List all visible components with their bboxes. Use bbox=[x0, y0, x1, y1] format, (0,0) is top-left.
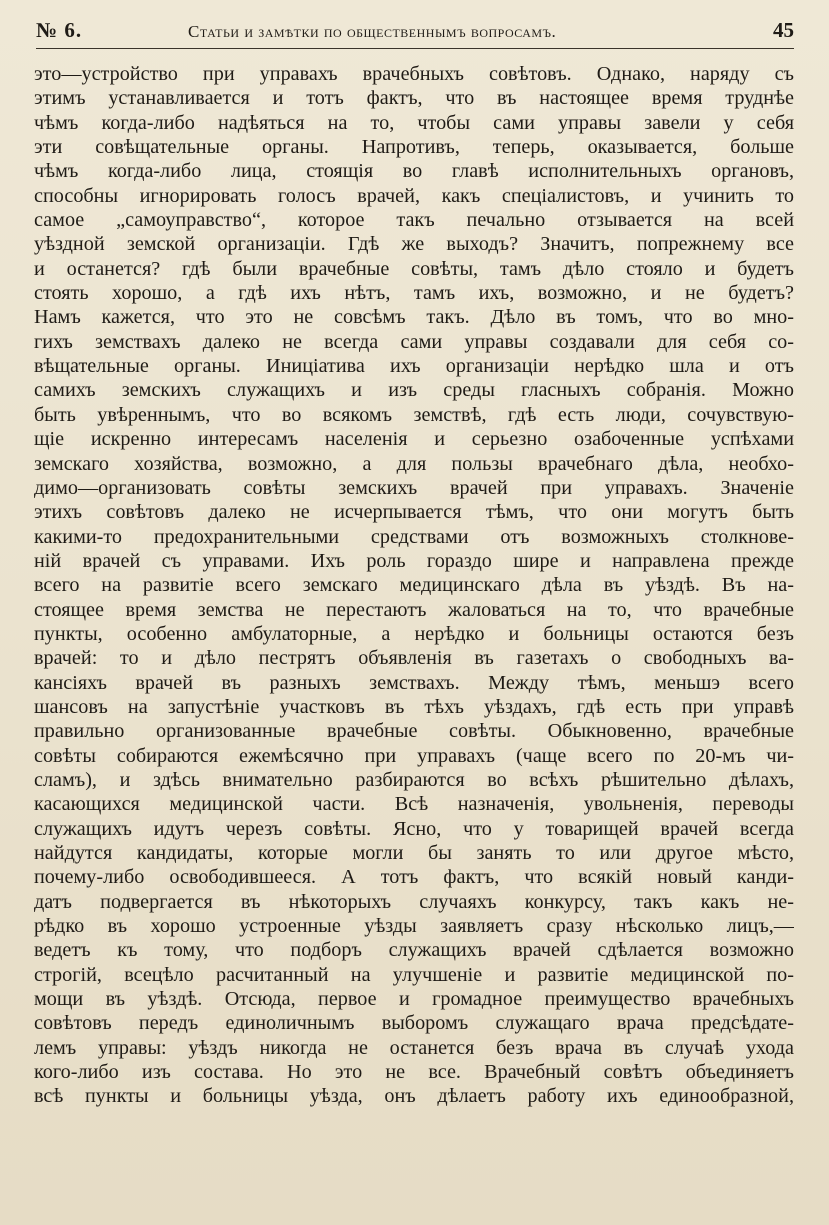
text-line: Намъ кажется, что это не совсѣмъ такъ. Дѣло въ томъ, что во мно- bbox=[34, 306, 794, 329]
text-line: самихъ земскихъ служащихъ и изъ среды гласныхъ собранія. Можно bbox=[34, 379, 794, 402]
text-line: касающихся медицинской части. Всѣ назначенія, увольненія, переводы bbox=[34, 793, 794, 816]
text-line: шансовъ на запустѣніе участковъ въ тѣхъ уѣздахъ, гдѣ есть при управѣ bbox=[34, 695, 794, 718]
text-line: строгій, всецѣло расчитанный на улучшеніе и развитіе медицинской по- bbox=[34, 963, 794, 986]
text-line: чѣмъ когда-либо надѣяться на то, чтобы сами управы завели у себя bbox=[34, 111, 794, 134]
text-line: земскаго хозяйства, возможно, а для пользы врачебнаго дѣла, необхо- bbox=[34, 452, 794, 475]
text-line: этимъ устанавливается и тотъ фактъ, что въ настоящее время труднѣе bbox=[34, 87, 794, 110]
text-line: лемъ управы: уѣздъ никогда не останется безъ врача въ случаѣ ухода bbox=[34, 1036, 794, 1059]
page-number: 45 bbox=[773, 18, 794, 42]
text-line: пункты, особенно амбулаторные, а нерѣдко и больницы остаются безъ bbox=[34, 622, 794, 645]
text-line: гихъ земствахъ далеко не всегда сами управы создавали для себя со- bbox=[34, 330, 794, 353]
text-line: датъ подвергается въ нѣкоторыхъ случаяхъ конкурсу, такъ какъ не- bbox=[34, 890, 794, 913]
text-line: эти совѣщательные органы. Напротивъ, теперь, оказывается, больше bbox=[34, 136, 794, 159]
header-rule bbox=[36, 48, 794, 49]
text-line: врачей: то и дѣло пестрятъ объявленія въ газетахъ о свободныхъ ва- bbox=[34, 647, 794, 670]
text-line: совѣтовъ передъ единоличнымъ выборомъ служащаго врача предсѣдате- bbox=[34, 1012, 794, 1035]
issue-number: № 6. bbox=[36, 18, 83, 42]
text-line: вѣщательные органы. Иниціатива ихъ организаціи нерѣдко шла и отъ bbox=[34, 355, 794, 378]
text-line: чѣмъ когда-либо лица, стоящія во главѣ исполнительныхъ органовъ, bbox=[34, 160, 794, 183]
text-line: быть увѣреннымъ, что во всякомъ земствѣ, гдѣ есть люди, сочувствую- bbox=[34, 403, 794, 426]
text-line: это—устройство при управахъ врачебныхъ совѣтовъ. Однако, наряду съ bbox=[34, 63, 794, 85]
text-line: какими-то предохранительными средствами отъ возможныхъ столкнове- bbox=[34, 525, 794, 548]
text-line: щіе искренно интересамъ населенія и серьезно озабоченные успѣхами bbox=[34, 428, 794, 451]
running-title: Статьи и замѣтки по общественнымъ вопросамъ. bbox=[188, 22, 557, 41]
text-line: всѣ пункты и больницы уѣзда, онъ дѣлаетъ работу ихъ единообразной, bbox=[34, 1085, 794, 1108]
text-line: стоящее время земства не перестаютъ жаловаться на то, что врачебные bbox=[34, 598, 794, 621]
text-line: сламъ), и здѣсь внимательно разбираются во всѣхъ рѣшительно дѣлахъ, bbox=[34, 768, 794, 791]
text-line: служащихъ идутъ черезъ совѣты. Ясно, что у товарищей врачей всегда bbox=[34, 817, 794, 840]
page-header bbox=[36, 14, 794, 50]
text-line: кансіяхъ врачей въ разныхъ земствахъ. Между тѣмъ, меньшэ всего bbox=[34, 671, 794, 694]
text-line: рѣдко въ хорошо устроенные уѣзды заявляетъ сразу нѣсколько лицъ,— bbox=[34, 915, 794, 938]
text-line: кого-либо изъ состава. Но это не все. Врачебный совѣтъ объединяетъ bbox=[34, 1061, 794, 1084]
text-line: стоять хорошо, а гдѣ ихъ нѣтъ, тамъ ихъ, возможно, и не будетъ? bbox=[34, 282, 794, 305]
text-line: и останется? гдѣ были врачебные совѣты, тамъ дѣло стояло и будетъ bbox=[34, 257, 794, 280]
text-line: мощи въ уѣздѣ. Отсюда, первое и громадное преимущество врачебныхъ bbox=[34, 988, 794, 1011]
text-line: всего на развитіе всего земскаго медицинскаго дѣла въ уѣздѣ. Въ на- bbox=[34, 574, 794, 597]
text-line: этихъ совѣтовъ далеко не исчерпывается тѣмъ, что они могутъ быть bbox=[34, 501, 794, 524]
text-line: самое „самоуправство“, которое такъ печально отзывается на всей bbox=[34, 209, 794, 232]
text-line: способны игнорировать голосъ врачей, какъ спеціалистовъ, и учинить то bbox=[34, 184, 794, 207]
text-line: ведетъ къ тому, что подборъ служащихъ врачей сдѣлается возможно bbox=[34, 939, 794, 962]
body-text bbox=[34, 62, 794, 1109]
text-line: правильно организованные врачебные совѣты. Обыкновенно, врачебные bbox=[34, 720, 794, 743]
text-line: уѣздной земской организаціи. Гдѣ же выходъ? Значитъ, попрежнему все bbox=[34, 233, 794, 256]
text-line: совѣты собираются ежемѣсячно при управахъ (чаще всего по 20-мъ чи- bbox=[34, 744, 794, 767]
text-line: димо—организовать совѣты земскихъ врачей при управахъ. Значеніе bbox=[34, 476, 794, 499]
text-line: найдутся кандидаты, которые могли бы занять то или другое мѣсто, bbox=[34, 842, 794, 864]
text-line: ній врачей съ управами. Ихъ роль гораздо шире и направлена прежде bbox=[34, 549, 794, 572]
text-line: почему-либо освободившееся. А тотъ фактъ, что всякій новый канди- bbox=[34, 866, 794, 889]
